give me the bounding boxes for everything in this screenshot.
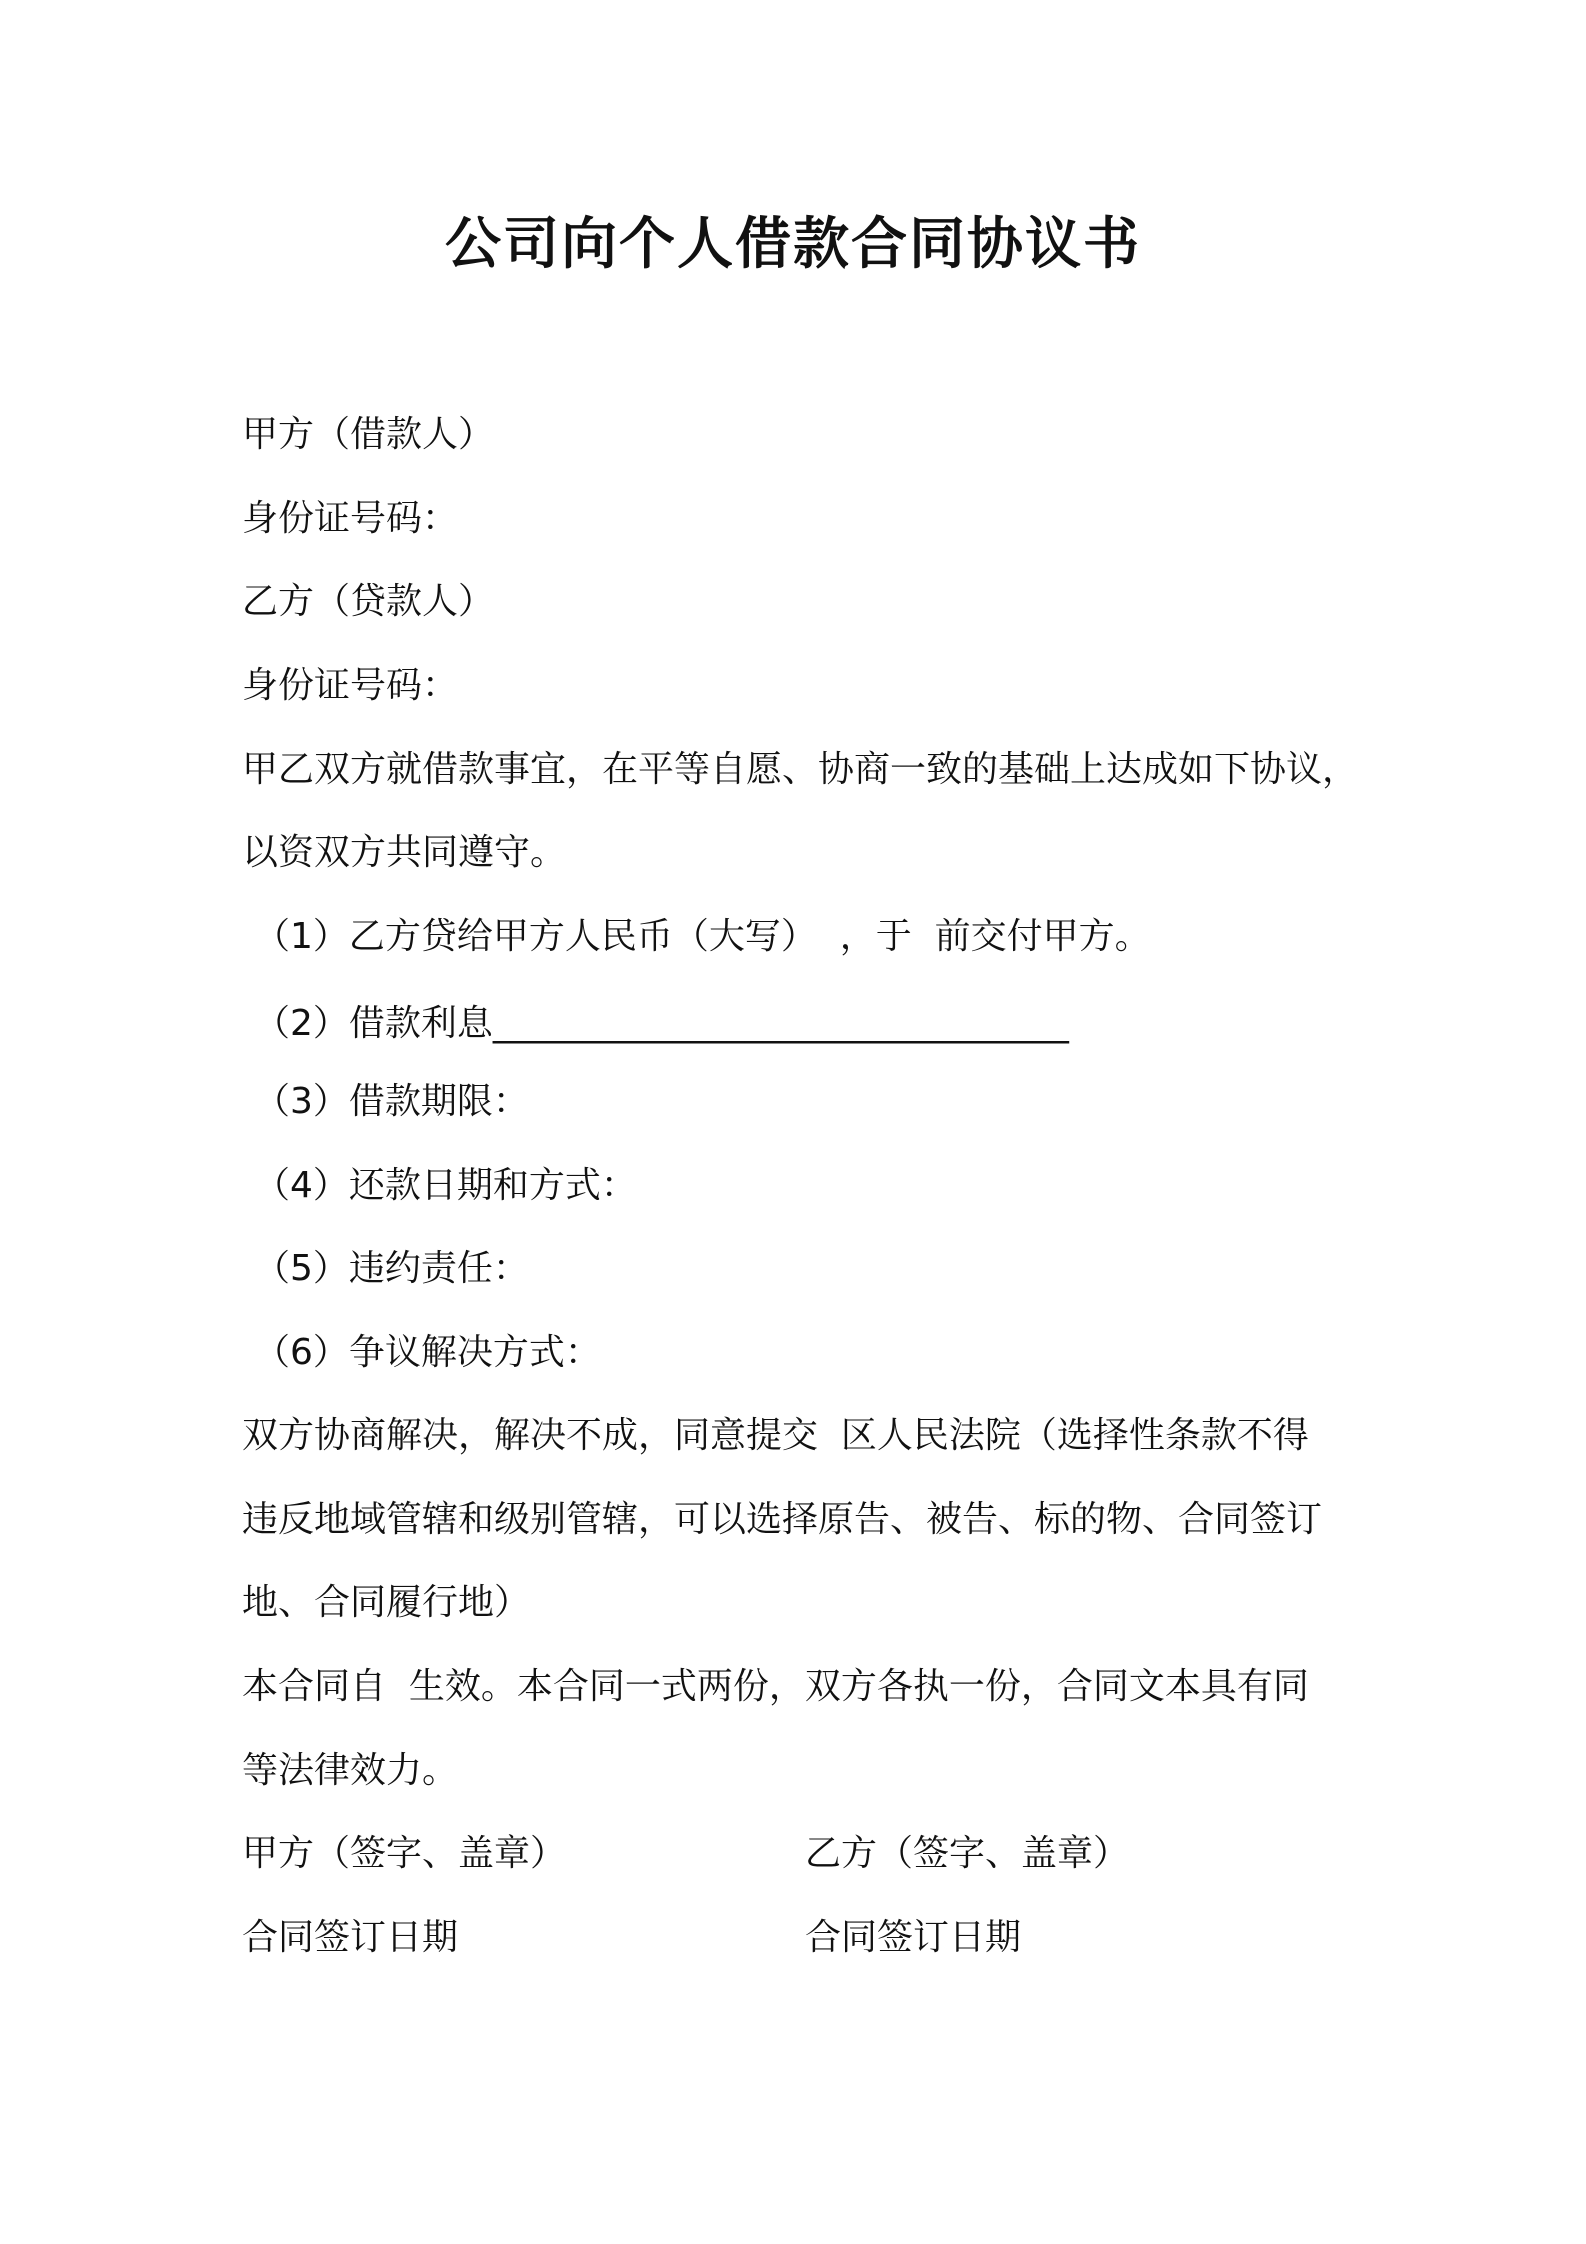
- party-b-id-label: 身份证号码：: [242, 665, 459, 706]
- party-a-id-label: 身份证号码：: [242, 498, 459, 539]
- clause-item-1: （1）乙方贷给甲方人民币（大写） ，于 前交付甲方。: [254, 916, 1151, 957]
- effect-paragraph-line-1: 本合同自 生效。本合同一式两份，双方各执一份，合同文本具有同: [242, 1666, 1309, 1707]
- clause-item-5: （5）违约责任：: [254, 1248, 529, 1289]
- clause-item-3: （3）借款期限：: [254, 1081, 529, 1122]
- party-b-sign-date-label: 合同签订日期: [805, 1917, 1022, 1958]
- party-a-label: 甲方（借款人）: [242, 414, 495, 455]
- effect-paragraph-line-2: 等法律效力。: [242, 1750, 459, 1791]
- party-b-signature-label: 乙方（签字、盖章）: [805, 1833, 1130, 1874]
- clause-item-2: （2）借款利息________________________________: [254, 1003, 1069, 1044]
- document-title: 公司向个人借款合同协议书: [445, 212, 1141, 277]
- dispute-paragraph-line-1: 双方协商解决，解决不成，同意提交 区人民法院（选择性条款不得: [242, 1415, 1309, 1456]
- dispute-paragraph-line-3: 地、合同履行地）: [242, 1582, 531, 1623]
- clause-item-4: （4）还款日期和方式：: [254, 1165, 637, 1206]
- intro-paragraph-line-1: 甲乙双方就借款事宜，在平等自愿、协商一致的基础上达成如下协议，: [242, 749, 1359, 790]
- party-a-sign-date-label: 合同签订日期: [242, 1917, 459, 1958]
- intro-paragraph-line-2: 以资双方共同遵守。: [242, 832, 567, 873]
- clause-item-6: （6）争议解决方式：: [254, 1332, 601, 1373]
- party-b-label: 乙方（贷款人）: [242, 581, 495, 622]
- party-a-signature-label: 甲方（签字、盖章）: [242, 1833, 567, 1874]
- dispute-paragraph-line-2: 违反地域管辖和级别管辖，可以选择原告、被告、标的物、合同签订: [242, 1499, 1323, 1540]
